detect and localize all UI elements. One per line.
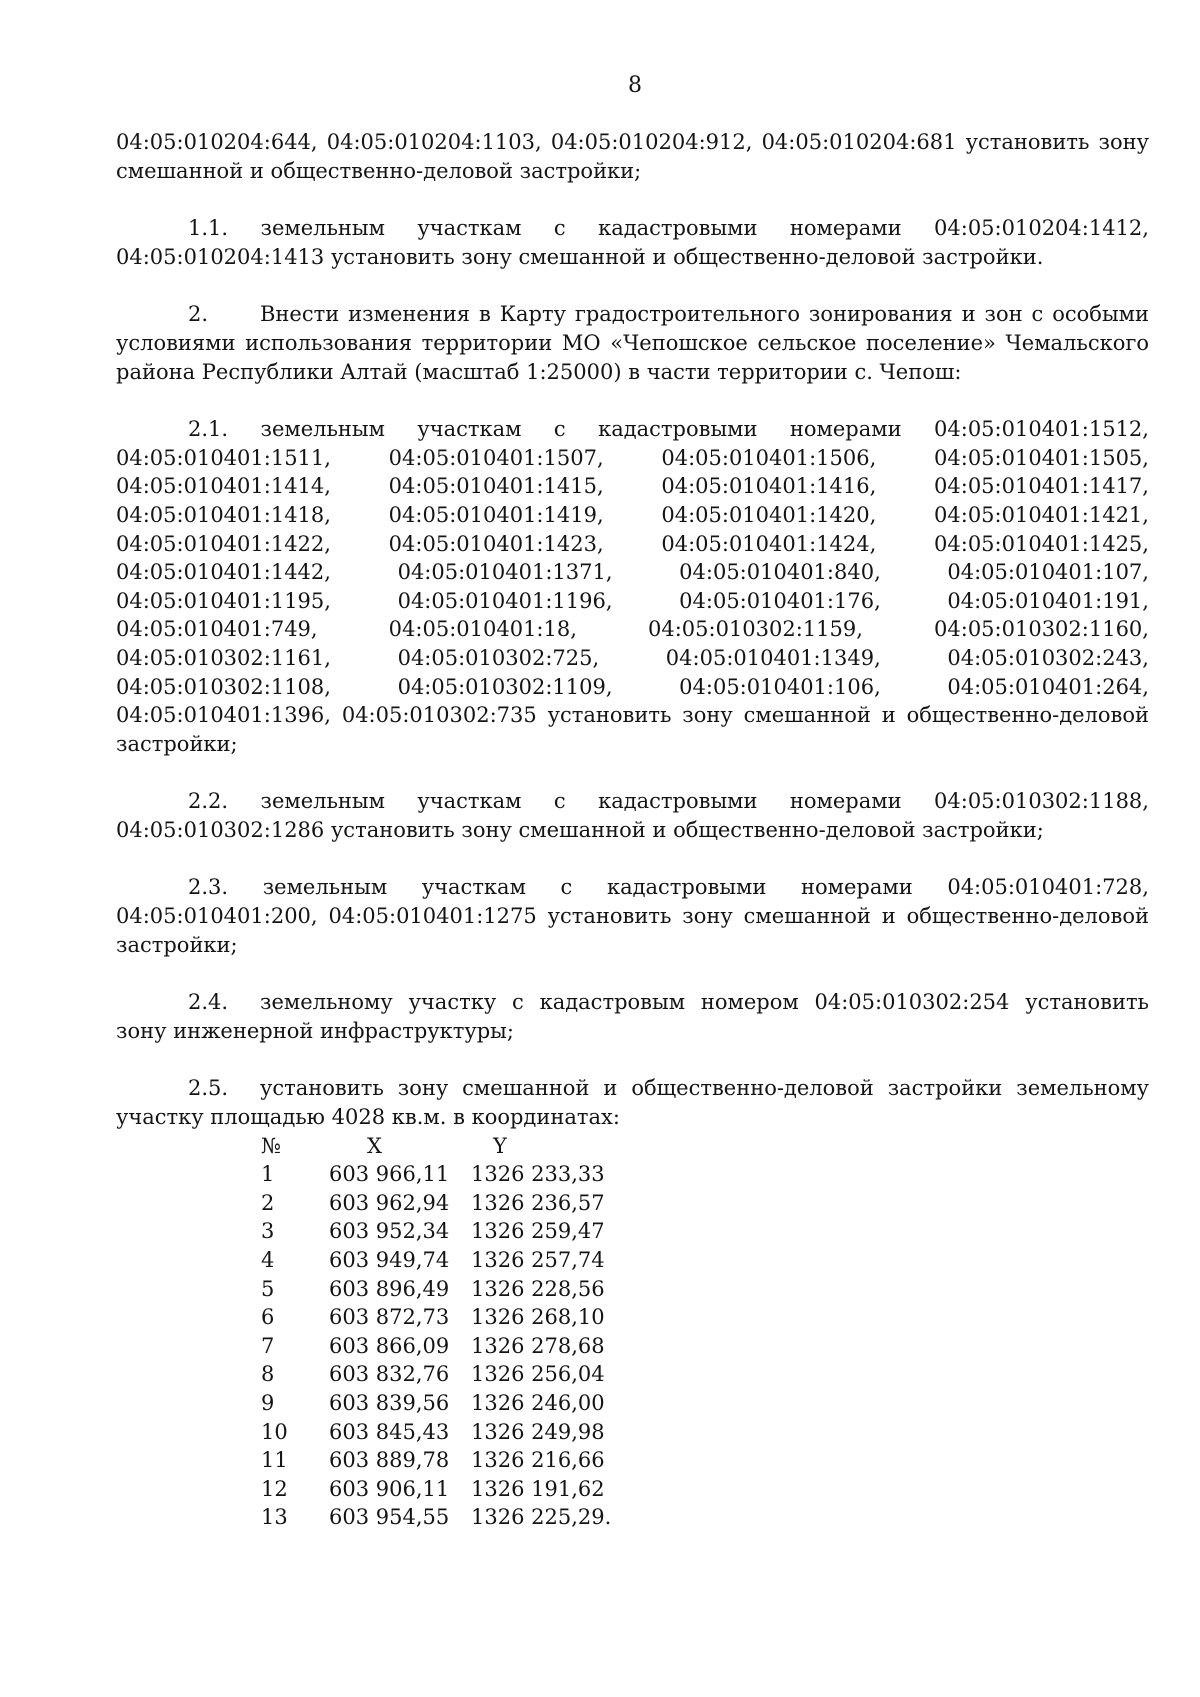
coordinates-table bbox=[261, 1132, 611, 1532]
coordinate-y: 1326 268,10 bbox=[471, 1305, 605, 1330]
cadastral-number: 04:05:010302:1188, bbox=[934, 789, 1149, 814]
item-2-5-text: установить зону смешанной и общественно-деловой застройки земельному участку площадью 4028 кв.м. в координатах: bbox=[116, 1076, 1149, 1130]
coordinates-row bbox=[261, 1503, 611, 1532]
cadastral-number: 04:05:010302:725, bbox=[397, 645, 600, 670]
cadastral-number: 04:05:010401:1349, bbox=[665, 645, 881, 670]
point-number: 5 bbox=[261, 1276, 275, 1301]
item-2 bbox=[116, 300, 1149, 386]
lead-word: земельным bbox=[260, 417, 385, 442]
coordinates-row bbox=[261, 1303, 611, 1332]
coordinates-row bbox=[261, 1418, 611, 1447]
cadastral-number: 04:05:010401:1371, bbox=[397, 560, 613, 585]
lead-word: с bbox=[560, 875, 573, 900]
coordinate-x: 603 949,74 bbox=[329, 1248, 450, 1272]
cadastral-number: 04:05:010302:1109, bbox=[397, 674, 613, 699]
item-2-1-rest: 04:05:010401:1396, 04:05:010302:735 установить зону смешанной и общественно-деловой застройки; bbox=[116, 703, 1149, 756]
lead-word: номерами bbox=[789, 417, 902, 442]
item-1-1-lead bbox=[116, 214, 1149, 243]
paragraph-continuation: 04:05:010204:644, 04:05:010204:1103, 04:05:010204:912, 04:05:010204:681 установить зону смешанной и общественно-деловой застройки; bbox=[116, 130, 1149, 183]
cadastral-number: 04:05:010401:1423, bbox=[388, 531, 604, 556]
item-number: 2.5. bbox=[188, 1076, 229, 1101]
cadastral-number: 04:05:010401:1414, bbox=[116, 474, 331, 499]
point-number: 7 bbox=[261, 1333, 275, 1358]
coordinate-y: 1326 256,04 bbox=[471, 1362, 605, 1387]
cadastral-number: 04:05:010401:1419, bbox=[388, 502, 604, 527]
page-number: 8 bbox=[628, 73, 642, 98]
lead-word: кадастровыми bbox=[606, 875, 767, 900]
coordinate-y: 1326 278,68 bbox=[471, 1333, 605, 1358]
lead-word: участкам bbox=[417, 216, 522, 241]
lead-word: номерами bbox=[789, 216, 902, 241]
cadastral-number: 04:05:010302:1108, bbox=[116, 674, 331, 699]
item-number: 2.1. bbox=[188, 417, 229, 442]
item-2-4 bbox=[116, 988, 1149, 1045]
coordinates-row bbox=[261, 1217, 611, 1246]
lead-word: кадастровыми bbox=[598, 417, 758, 442]
lead-word: с bbox=[553, 789, 566, 814]
lead-word: номерами bbox=[789, 789, 902, 814]
item-2-2 bbox=[116, 787, 1149, 844]
cadastral-number: 04:05:010204:1412, bbox=[934, 216, 1149, 241]
cadastral-number: 04:05:010302:243, bbox=[947, 645, 1149, 670]
cadastral-number: 04:05:010401:1421, bbox=[934, 502, 1149, 527]
cadastral-row bbox=[116, 501, 1149, 530]
cadastral-number: 04:05:010401:1507, bbox=[388, 445, 604, 470]
lead-word: земельным bbox=[260, 789, 385, 814]
point-number: 4 bbox=[261, 1248, 275, 1272]
coordinates-row bbox=[261, 1332, 611, 1361]
item-number: 1.1. bbox=[188, 216, 229, 241]
coordinates-row bbox=[261, 1160, 611, 1189]
coordinates-row bbox=[261, 1446, 611, 1475]
point-number: 6 bbox=[261, 1305, 275, 1330]
cadastral-number: 04:05:010401:1424, bbox=[661, 531, 877, 556]
header-y: Y bbox=[493, 1133, 507, 1158]
cadastral-row bbox=[116, 444, 1149, 473]
lead-word: кадастровыми bbox=[598, 216, 758, 241]
coordinate-x: 603 966,11 bbox=[329, 1162, 450, 1187]
item-2-1 bbox=[116, 415, 1149, 758]
item-number: 2.2. bbox=[188, 789, 229, 814]
coordinate-x: 603 952,34 bbox=[329, 1219, 450, 1244]
coordinate-x: 603 962,94 bbox=[329, 1190, 450, 1215]
coordinates-row bbox=[261, 1189, 611, 1218]
item-2-text: Внести изменения в Карту градостроительного зонирования и зон с особыми условиями использования территории МО «Чепошское сельское поселение» Чемальского района Республики Алтай (масштаб 1:25000) в части территории с. Чепош: bbox=[116, 302, 1149, 384]
cadastral-number: 04:05:010401:1416, bbox=[661, 474, 877, 499]
cadastral-number: 04:05:010401:728, bbox=[947, 875, 1149, 900]
document-body bbox=[116, 128, 1149, 1532]
point-number: 1 bbox=[261, 1162, 275, 1187]
coordinates-row bbox=[261, 1275, 611, 1304]
cadastral-row bbox=[116, 673, 1149, 702]
lead-word: с bbox=[553, 216, 566, 241]
coordinate-x: 603 839,56 bbox=[329, 1390, 450, 1415]
header-x: X bbox=[367, 1133, 382, 1158]
coordinate-y: 1326 216,66 bbox=[471, 1448, 605, 1473]
point-number: 9 bbox=[261, 1390, 275, 1415]
cadastral-number: 04:05:010401:106, bbox=[679, 674, 881, 699]
coordinates-body bbox=[261, 1160, 611, 1532]
lead-word: участкам bbox=[421, 875, 526, 900]
point-number: 8 bbox=[261, 1362, 275, 1387]
point-number: 3 bbox=[261, 1219, 275, 1244]
coordinates-row bbox=[261, 1246, 611, 1275]
lead-word: участкам bbox=[417, 789, 522, 814]
cadastral-number: 04:05:010401:1196, bbox=[397, 588, 613, 613]
cadastral-number: 04:05:010401:749, bbox=[116, 617, 318, 642]
coordinates-row bbox=[261, 1389, 611, 1418]
coordinate-x: 603 872,73 bbox=[329, 1305, 450, 1330]
coordinate-x: 603 832,76 bbox=[329, 1362, 450, 1387]
coordinates-row bbox=[261, 1360, 611, 1389]
item-2-5 bbox=[116, 1074, 1149, 1131]
coordinate-x: 603 845,43 bbox=[329, 1419, 450, 1444]
coordinate-x: 603 906,11 bbox=[329, 1476, 450, 1501]
cadastral-number: 04:05:010302:1159, bbox=[647, 617, 863, 642]
point-number: 10 bbox=[261, 1419, 288, 1444]
header-number: № bbox=[261, 1133, 281, 1158]
item-2-2-lead bbox=[116, 787, 1149, 816]
lead-word: земельным bbox=[260, 216, 385, 241]
cadastral-row bbox=[116, 587, 1149, 616]
item-2-1-lead bbox=[116, 415, 1149, 444]
cadastral-number: 04:05:010401:1422, bbox=[116, 531, 331, 556]
cadastral-row bbox=[116, 558, 1149, 587]
point-number: 12 bbox=[261, 1476, 288, 1501]
coordinate-y: 1326 249,98 bbox=[471, 1419, 605, 1444]
coordinate-y: 1326 225,29. bbox=[471, 1505, 612, 1530]
cadastral-number: 04:05:010302:1160, bbox=[934, 617, 1149, 642]
cadastral-row bbox=[116, 472, 1149, 501]
cadastral-number: 04:05:010401:840, bbox=[679, 560, 881, 585]
cadastral-number: 04:05:010401:1442, bbox=[116, 560, 331, 585]
cadastral-number: 04:05:010401:1415, bbox=[388, 474, 604, 499]
item-number: 2.3. bbox=[188, 875, 229, 900]
coordinate-y: 1326 259,47 bbox=[471, 1219, 605, 1244]
cadastral-number-grid bbox=[116, 444, 1149, 701]
item-number: 2. bbox=[188, 302, 209, 327]
lead-word: номерами bbox=[801, 875, 913, 900]
coordinate-y: 1326 246,00 bbox=[471, 1390, 605, 1415]
point-number: 11 bbox=[261, 1448, 288, 1473]
point-number: 2 bbox=[261, 1190, 275, 1215]
cadastral-row bbox=[116, 644, 1149, 673]
cadastral-number: 04:05:010401:1512, bbox=[934, 417, 1149, 442]
coordinates-header-row bbox=[261, 1132, 611, 1161]
lead-word: кадастровыми bbox=[598, 789, 758, 814]
point-number: 13 bbox=[261, 1505, 288, 1530]
item-1-1-rest: 04:05:010204:1413 установить зону смешанной и общественно-деловой застройки. bbox=[116, 244, 1044, 269]
cadastral-number: 04:05:010401:1420, bbox=[661, 502, 877, 527]
coordinate-y: 1326 236,57 bbox=[471, 1190, 605, 1215]
coordinates-row bbox=[261, 1475, 611, 1504]
cadastral-number: 04:05:010302:1161, bbox=[116, 645, 331, 670]
coordinate-x: 603 954,55 bbox=[329, 1505, 450, 1530]
cadastral-row bbox=[116, 615, 1149, 644]
lead-word: земельным bbox=[262, 875, 388, 900]
cadastral-number: 04:05:010401:191, bbox=[947, 588, 1149, 613]
cadastral-number: 04:05:010401:1511, bbox=[116, 445, 331, 470]
coordinate-y: 1326 191,62 bbox=[471, 1476, 605, 1501]
lead-word: с bbox=[553, 417, 566, 442]
coordinate-x: 603 896,49 bbox=[329, 1276, 450, 1301]
coordinate-y: 1326 257,74 bbox=[471, 1248, 605, 1272]
cadastral-number: 04:05:010401:1418, bbox=[116, 502, 331, 527]
item-2-2-rest: 04:05:010302:1286 установить зону смешанной и общественно-деловой застройки; bbox=[116, 817, 1044, 842]
item-2-3-rest: 04:05:010401:200, 04:05:010401:1275 установить зону смешанной и общественно-деловой застройки; bbox=[116, 904, 1149, 957]
cadastral-number: 04:05:010401:176, bbox=[679, 588, 881, 613]
cadastral-number: 04:05:010401:1425, bbox=[934, 531, 1149, 556]
item-number: 2.4. bbox=[188, 990, 229, 1015]
lead-word: участкам bbox=[417, 417, 522, 442]
item-1-1 bbox=[116, 214, 1149, 271]
item-2-3 bbox=[116, 873, 1149, 959]
item-2-3-lead bbox=[116, 873, 1149, 902]
cadastral-number: 04:05:010401:1506, bbox=[661, 445, 877, 470]
coordinate-y: 1326 233,33 bbox=[471, 1162, 605, 1187]
cadastral-number: 04:05:010401:264, bbox=[947, 674, 1149, 699]
coordinate-x: 603 889,78 bbox=[329, 1448, 450, 1473]
coordinate-x: 603 866,09 bbox=[329, 1333, 450, 1358]
cadastral-number: 04:05:010401:1195, bbox=[116, 588, 331, 613]
cadastral-number: 04:05:010401:1417, bbox=[934, 474, 1149, 499]
cadastral-row bbox=[116, 530, 1149, 559]
item-2-4-text: земельному участку с кадастровым номером 04:05:010302:254 установить зону инженерной инфраструктуры; bbox=[116, 990, 1149, 1043]
cadastral-number: 04:05:010401:1505, bbox=[934, 445, 1149, 470]
cadastral-number: 04:05:010401:18, bbox=[388, 617, 577, 642]
coordinate-y: 1326 228,56 bbox=[471, 1276, 605, 1301]
cadastral-number: 04:05:010401:107, bbox=[947, 560, 1149, 585]
